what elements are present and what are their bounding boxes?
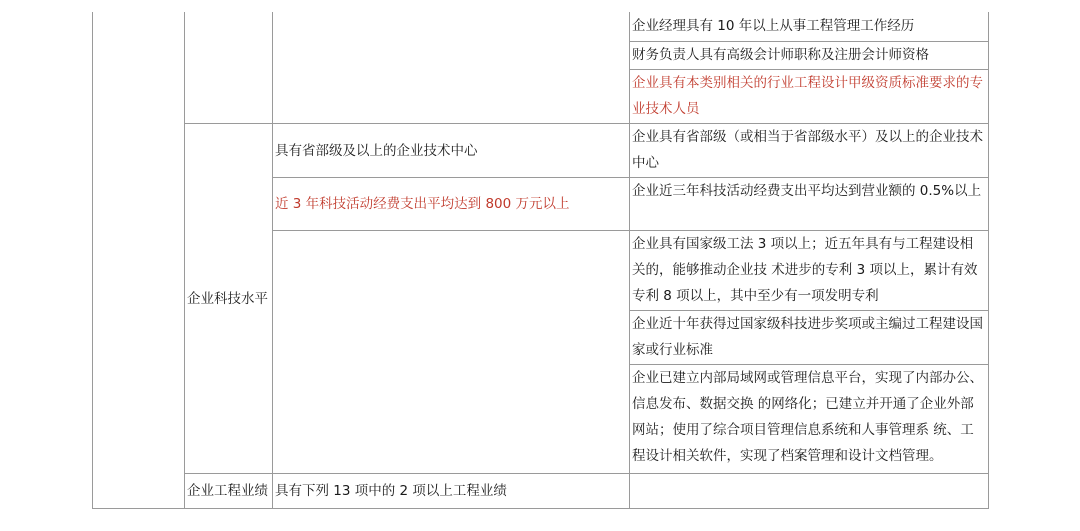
standard-rd-expense: 近 3 年科技活动经费支出平均达到 800 万元以上 <box>275 196 570 212</box>
requirement-technical-staff: 企业具有本类别相关的行业工程设计甲级资质标准要求的专业技术人员 <box>632 75 983 117</box>
category-project-performance: 企业工程业绩 <box>187 483 268 499</box>
requirement-awards-standards: 企业近十年获得过国家级科技进步奖项或主编过工程建设国家或行业标准 <box>632 316 983 358</box>
standard-tech-center: 具有省部级及以上的企业技术中心 <box>275 142 478 159</box>
table-border-left <box>92 12 93 509</box>
table-border-right <box>988 12 989 509</box>
requirement-information-system: 企业已建立内部局域网或管理信息平台，实现了内部办公、信息发布、数据交换 的网络化；已建立并开通了企业外部网站；使用了综合项目管理信息系统和人事管理系 统、工程设计相关软件，实现了档案管理和设计文档管理。 <box>632 370 983 464</box>
table-column-divider <box>272 12 273 509</box>
requirement-rd-expense: 企业近三年科技活动经费支出平均达到营业额的 0.5%以上 <box>632 183 982 199</box>
requirement-patents: 企业具有国家级工法 3 项以上；近五年具有与工程建设相关的，能够推动企业技 术进步的专利 3 项以上，累计有效专利 8 项以上，其中至少有一项发明专利 <box>632 236 978 304</box>
requirement-manager-experience: 企业经理具有 10 年以上从事工程管理工作经历 <box>632 18 915 34</box>
requirement-finance-qualification: 财务负责人具有高级会计师职称及注册会计师资格 <box>632 47 929 63</box>
category-tech-level: 企业科技水平 <box>187 290 268 307</box>
table-border-bottom <box>92 508 989 509</box>
standard-project-performance: 具有下列 13 项中的 2 项以上工程业绩 <box>275 483 507 499</box>
requirement-tech-center: 企业具有省部级（或相当于省部级水平）及以上的企业技术中心 <box>632 129 983 171</box>
